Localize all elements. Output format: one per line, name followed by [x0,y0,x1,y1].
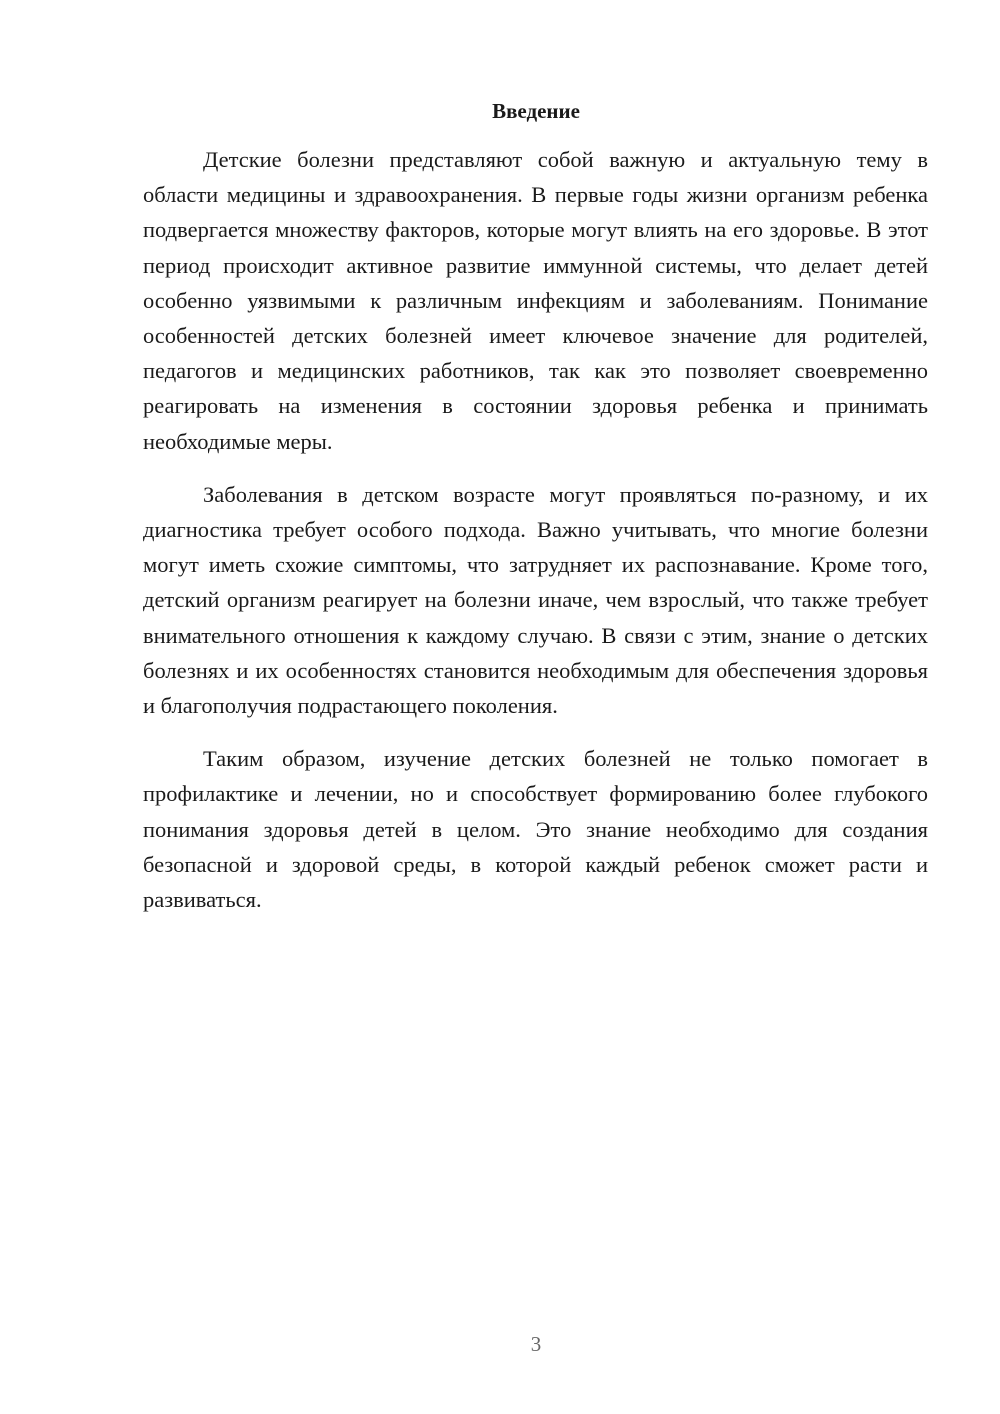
section-title: Введение [492,99,580,123]
page-number: 3 [530,1332,542,1356]
paragraph: Таким образом, изучение детских болезней не только помогает в профилактике и лечении, но и способствует формированию более глубокого понимания здоровья детей в целом. Это знание необходимо для создания безопасной и здоровой среды, в которой каждый ребенок сможет расти и развиваться. [143,746,928,913]
paragraph: Детские болезни представляют собой важную и актуальную тему в области медицины и здравоохранения. В первые годы жизни организм ребенка подвергается множеству факторов, которые могут влиять на его здоровье. В этот период происходит активное развитие иммунной системы, что делает детей особенно уязвимыми к различным инфекциям и заболеваниям. Понимание особенностей детских болезней имеет ключевое значение для родителей, педагогов и медицинских работников, так как это позволяет своевременно реагировать на изменения в состоянии здоровья ребенка и принимать необходимые меры. [143,147,928,454]
document-body [143,142,928,935]
paragraph: Заболевания в детском возрасте могут проявляться по-разному, и их диагностика требует особого подхода. Важно учитывать, что многие болезни могут иметь схожие симптомы, что затрудняет их распознавание. Кроме того, детский организм реагирует на болезни иначе, чем взрослый, что также требует внимательного отношения к каждому случаю. В связи с этим, знание о детских болезнях и их особенностях становится необходимым для обеспечения здоровья и благополучия подрастающего поколения. [143,481,928,719]
